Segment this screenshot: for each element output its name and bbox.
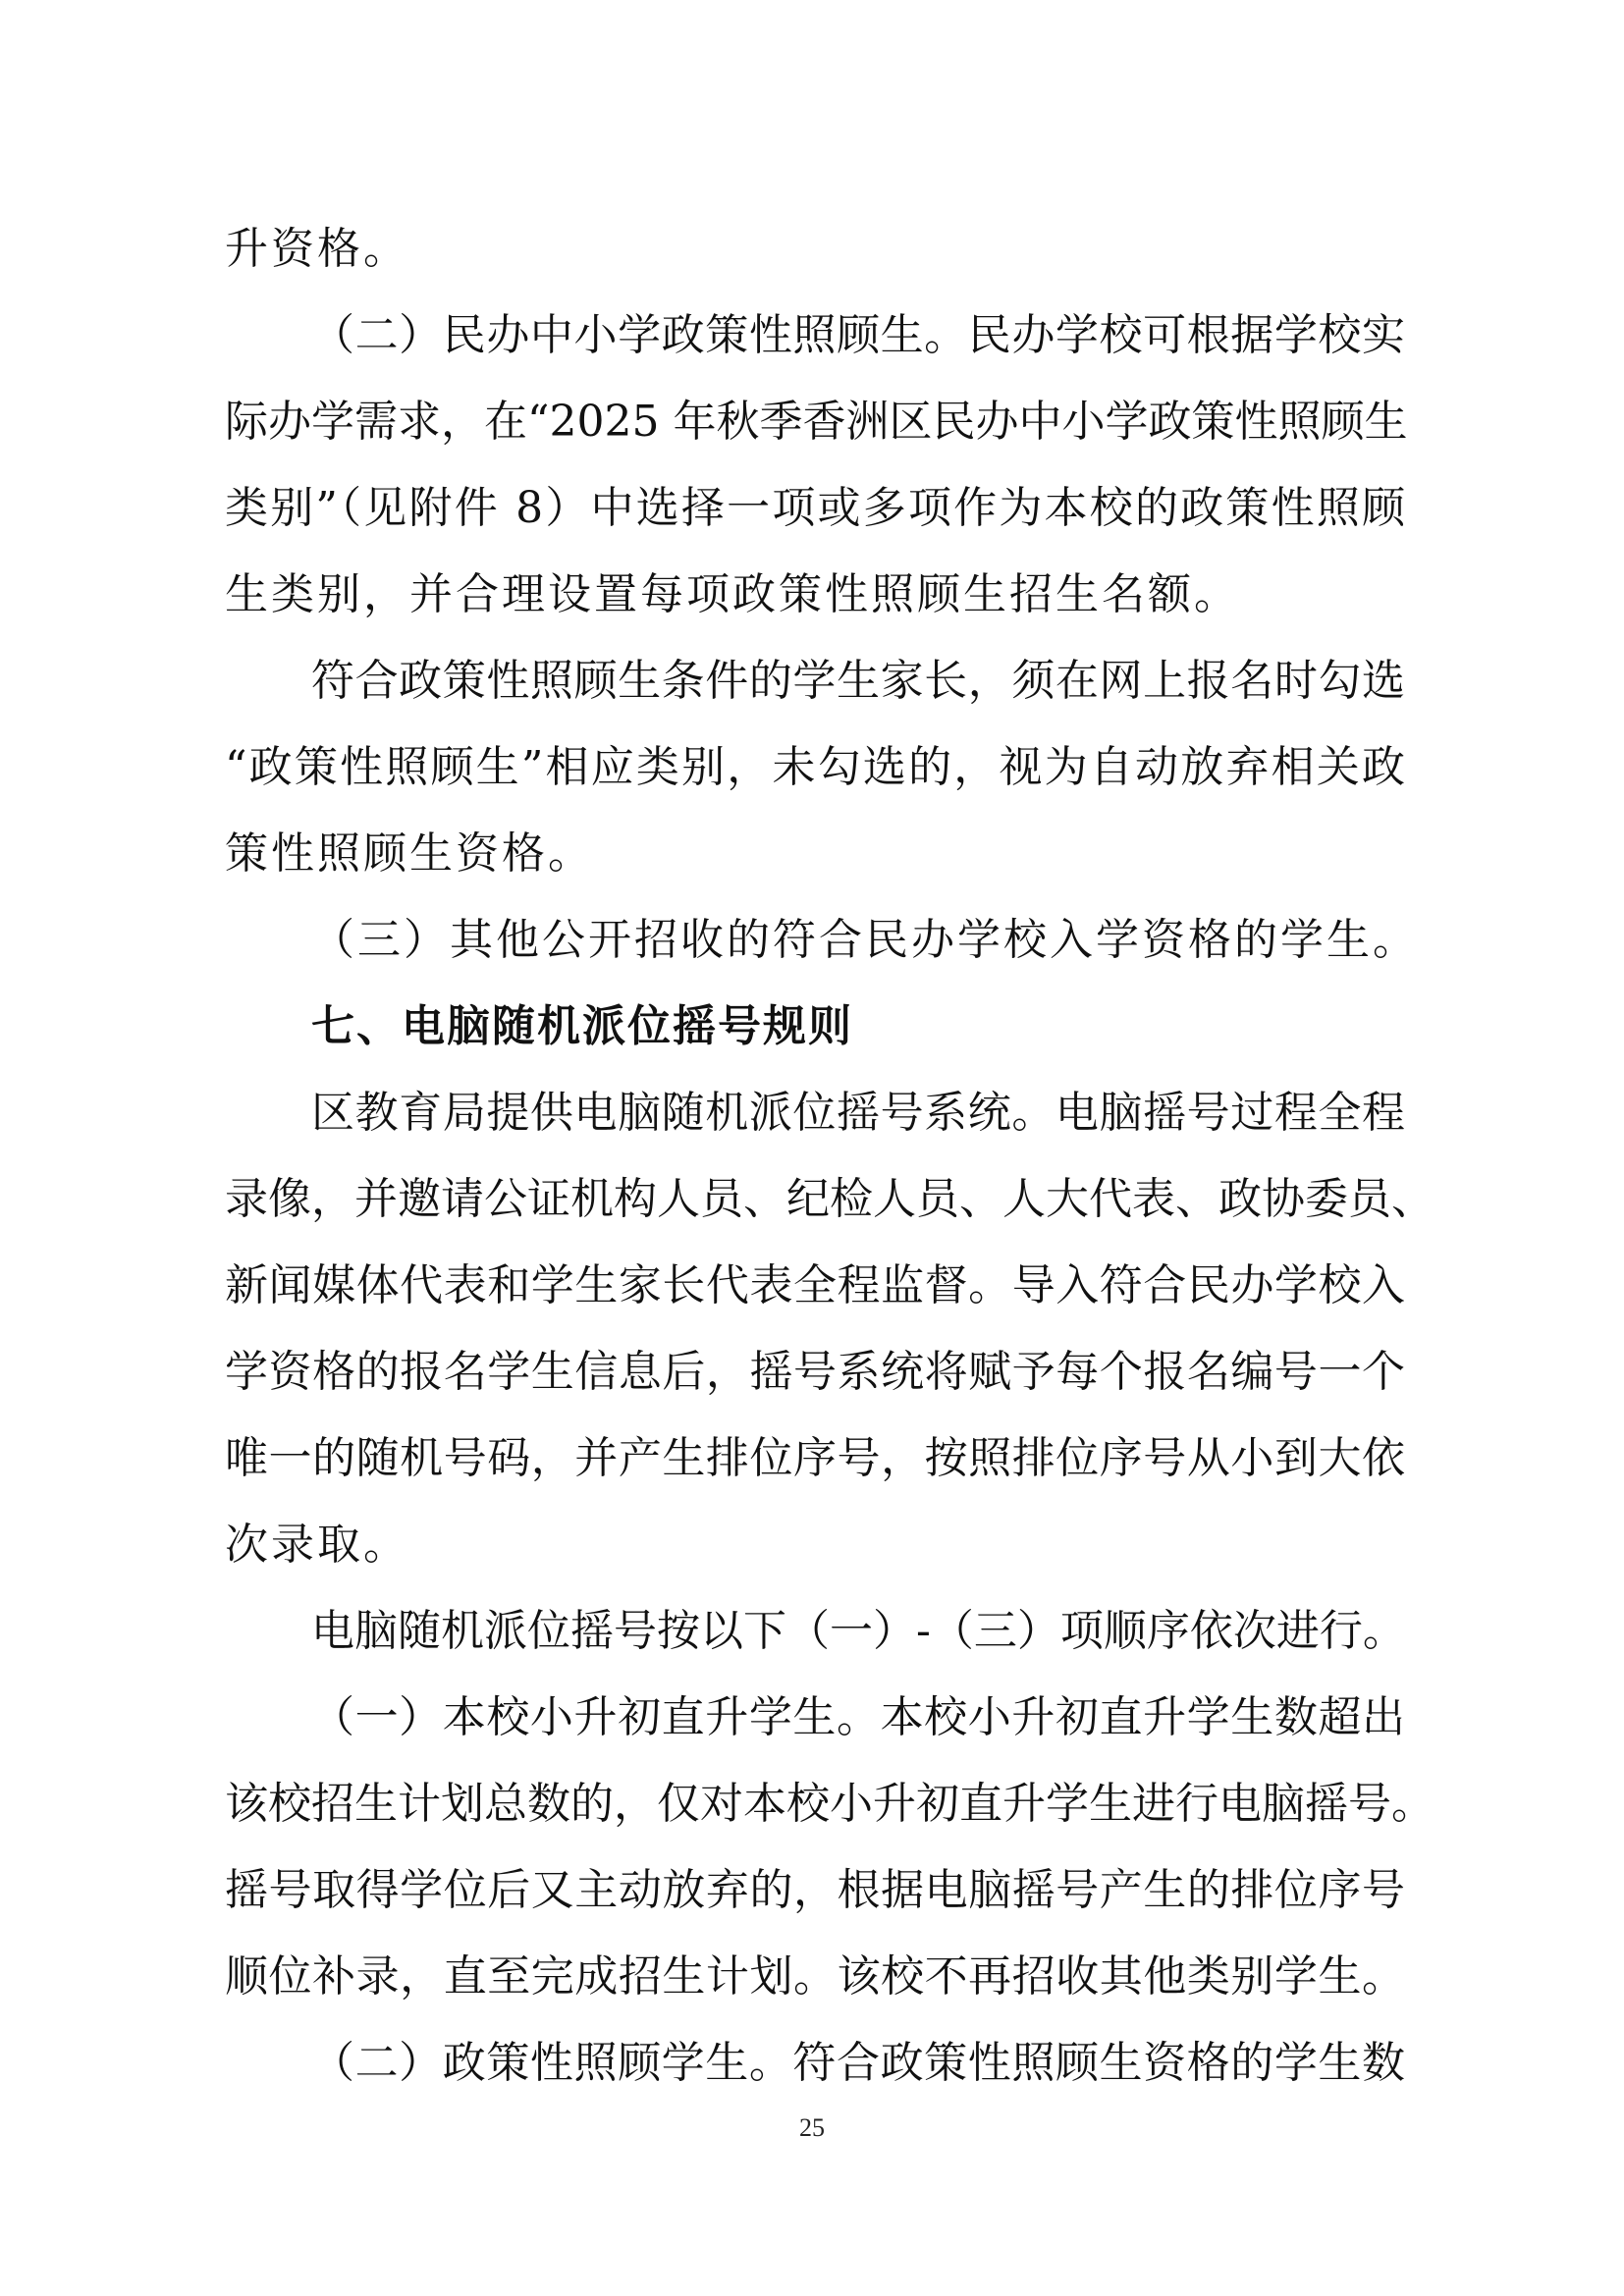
section-heading: 七、电脑随机派位摇号规则 [311, 1001, 853, 1051]
text-line: 该校招生计划总数的，仅对本校小升初直升学生进行电脑摇号。 [225, 1779, 1435, 1829]
text-line: 学资格的报名学生信息后，摇号系统将赋予每个报名编号一个 [225, 1347, 1405, 1397]
text-line-order-note: 电脑随机派位摇号按以下（一）-（三）项顺序依次进行。 [311, 1606, 1406, 1656]
text-line-paragraph-end: 次录取。 [225, 1520, 409, 1570]
text-line-rule-2-start: （二）政策性照顾学生。符合政策性照顾生资格的学生数 [311, 2038, 1405, 2088]
text-line: 录像，并邀请公证机构人员、纪检人员、人大代表、政协委员、 [225, 1174, 1435, 1224]
text-line: 新闻媒体代表和学生家长代表全程监督。导入符合民办学校入 [225, 1260, 1405, 1310]
page-number: 25 [799, 2113, 825, 2142]
text-line: 唯一的随机号码，并产生排位序号，按照排位序号从小到大依 [225, 1433, 1405, 1483]
text-line-section-2-start: （二）民办中小学政策性照顾生。民办学校可根据学校实 [311, 310, 1405, 360]
text-line-section-3: （三）其他公开招收的符合民办学校入学资格的学生。 [311, 915, 1419, 965]
text-line-paragraph-end: 生类别，并合理设置每项政策性照顾生招生名额。 [225, 569, 1240, 619]
text-line-continuation: 升资格。 [225, 224, 409, 274]
text-line-paragraph-start: 符合政策性照顾生条件的学生家长，须在网上报名时勾选 [311, 656, 1405, 706]
text-line-paragraph-end: 策性照顾生资格。 [225, 828, 594, 879]
text-line: 类别”（见附件 8）中选择一项或多项作为本校的政策性照顾 [225, 483, 1405, 533]
text-line-paragraph-start: 区教育局提供电脑随机派位摇号系统。电脑摇号过程全程 [311, 1088, 1405, 1138]
text-line-rule-1-start: （一）本校小升初直升学生。本校小升初直升学生数超出 [311, 1692, 1405, 1742]
text-line: “政策性照顾生”相应类别，未勾选的，视为自动放弃相关政 [225, 742, 1405, 792]
text-line: 摇号取得学位后又主动放弃的，根据电脑摇号产生的排位序号 [225, 1865, 1405, 1915]
text-line: 际办学需求，在“2025 年秋季香洲区民办中小学政策性照顾生 [225, 397, 1408, 447]
text-line-paragraph-end: 顺位补录，直至完成招生计划。该校不再招收其他类别学生。 [225, 1951, 1405, 2002]
